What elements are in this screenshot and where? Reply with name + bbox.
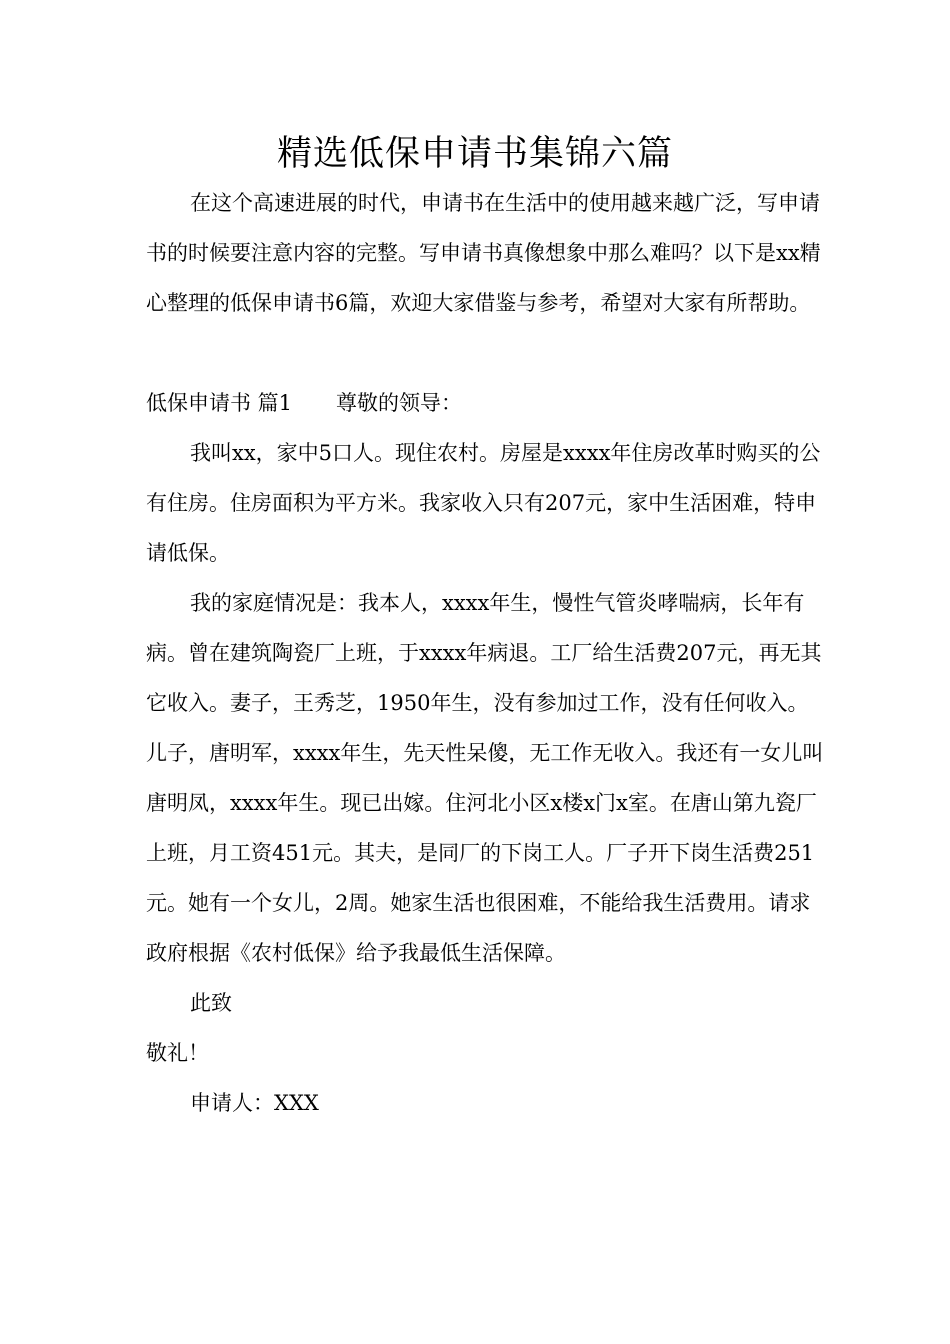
section-heading: 低保申请书 篇1 (146, 391, 293, 415)
intro-paragraph: 在这个高速进展的时代，申请书在生活中的使用越来越广泛，写申请书的时候要注意内容的完整。写申请书真像想象中那么难吗？以下是xx精心整理的低保申请书6篇，欢迎大家借鉴与参考，希望对大家有所帮助。 (146, 191, 821, 315)
salutation: 尊敬的领导： (336, 391, 463, 415)
closing-line-2: 敬礼！ (146, 1041, 209, 1065)
document-body (146, 178, 826, 1128)
paragraph-gap (146, 328, 826, 378)
section-heading-line (146, 378, 826, 428)
signature-line: 申请人：XXX (190, 1091, 319, 1115)
body-paragraph-2: 我的家庭情况是：我本人，xxxx年生，慢性气管炎哮喘病，长年有病。曾在建筑陶瓷厂上班，于xxxx年病退。工厂给生活费207元，再无其它收入。妻子，王秀芝，1950年生，没有参加过工作，没有任何收入。儿子，唐明军，xxxx年生，先天性呆傻，无工作无收入。我还有一女儿叫唐明凤，xxxx年生。现已出嫁。住河北小区x楼x门x室。在唐山第九瓷厂上班，月工资451元。其夫，是同厂的下岗工人。厂子开下岗生活费251元。她有一个女儿，2周。她家生活也很困难，不能给我生活费用。请求政府根据《农村低保》给予我最低生活保障。 (146, 591, 824, 965)
closing-line-1: 此致 (190, 991, 232, 1015)
body-paragraph-1: 我叫xx，家中5口人。现住农村。房屋是xxxx年住房改革时购买的公有住房。住房面积为平方米。我家收入只有207元，家中生活困难，特申请低保。 (146, 441, 821, 565)
page-title: 精选低保申请书集锦六篇 (276, 134, 673, 174)
